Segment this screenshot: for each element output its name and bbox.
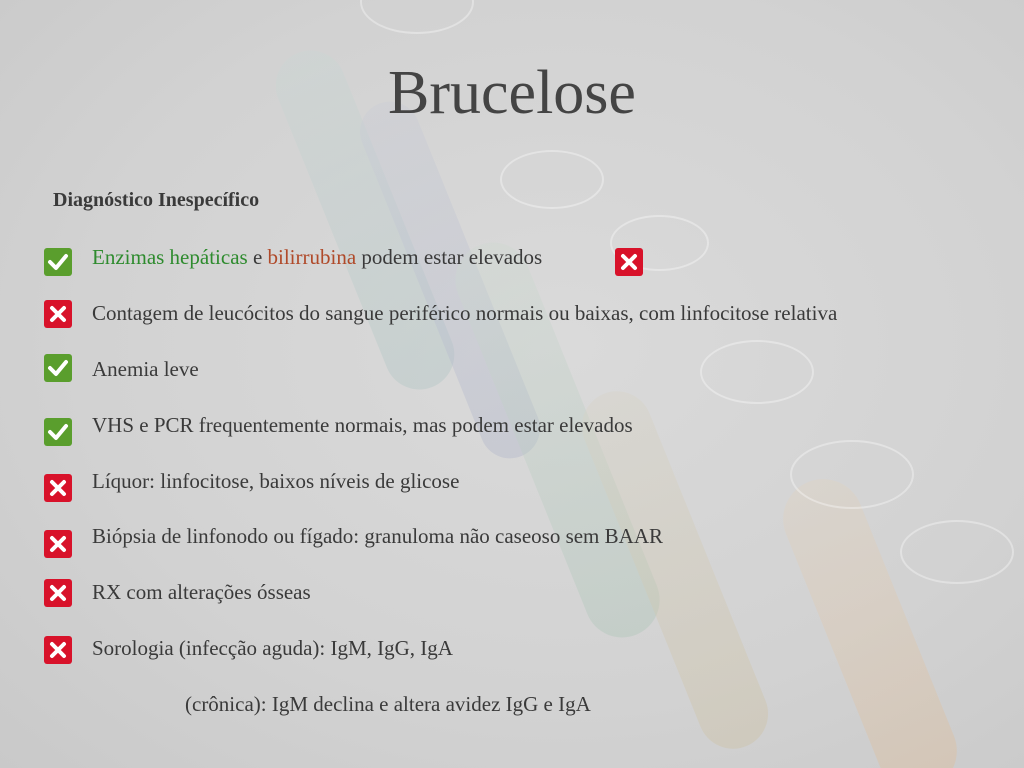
- list-item: Anemia leve: [92, 357, 199, 381]
- cross-icon: [44, 300, 72, 328]
- list-item: RX com alterações ósseas: [92, 580, 311, 604]
- cross-icon: [615, 248, 643, 276]
- highlight-bilirrubina: bilirrubina: [267, 245, 357, 269]
- check-icon: [44, 354, 72, 382]
- list-item: VHS e PCR frequentemente normais, mas podem estar elevados: [92, 413, 633, 437]
- list-item-continuation: (crônica): IgM declina e altera avidez IgG e IgA: [185, 692, 591, 716]
- list-item: Contagem de leucócitos do sangue periférico normais ou baixas, com linfocitose relativa: [92, 301, 838, 325]
- slide-title: Brucelose: [388, 59, 636, 127]
- cross-icon: [44, 530, 72, 558]
- list-item: Sorologia (infecção aguda): IgM, IgG, IgA: [92, 636, 453, 660]
- cross-icon: [44, 474, 72, 502]
- list-item-enzimas: Enzimas hepáticas e bilirrubina podem estar elevados: [92, 245, 543, 269]
- check-icon: [44, 418, 72, 446]
- cross-icon: [44, 579, 72, 607]
- check-icon: [44, 248, 72, 276]
- highlight-enzimas: Enzimas hepáticas: [92, 245, 248, 269]
- slide-subtitle: Diagnóstico Inespecífico: [53, 189, 260, 211]
- cross-icon: [44, 636, 72, 664]
- list-item: Líquor: linfocitose, baixos níveis de glicose: [92, 469, 460, 493]
- list-item: Biópsia de linfonodo ou fígado: granuloma não caseoso sem BAAR: [92, 524, 663, 548]
